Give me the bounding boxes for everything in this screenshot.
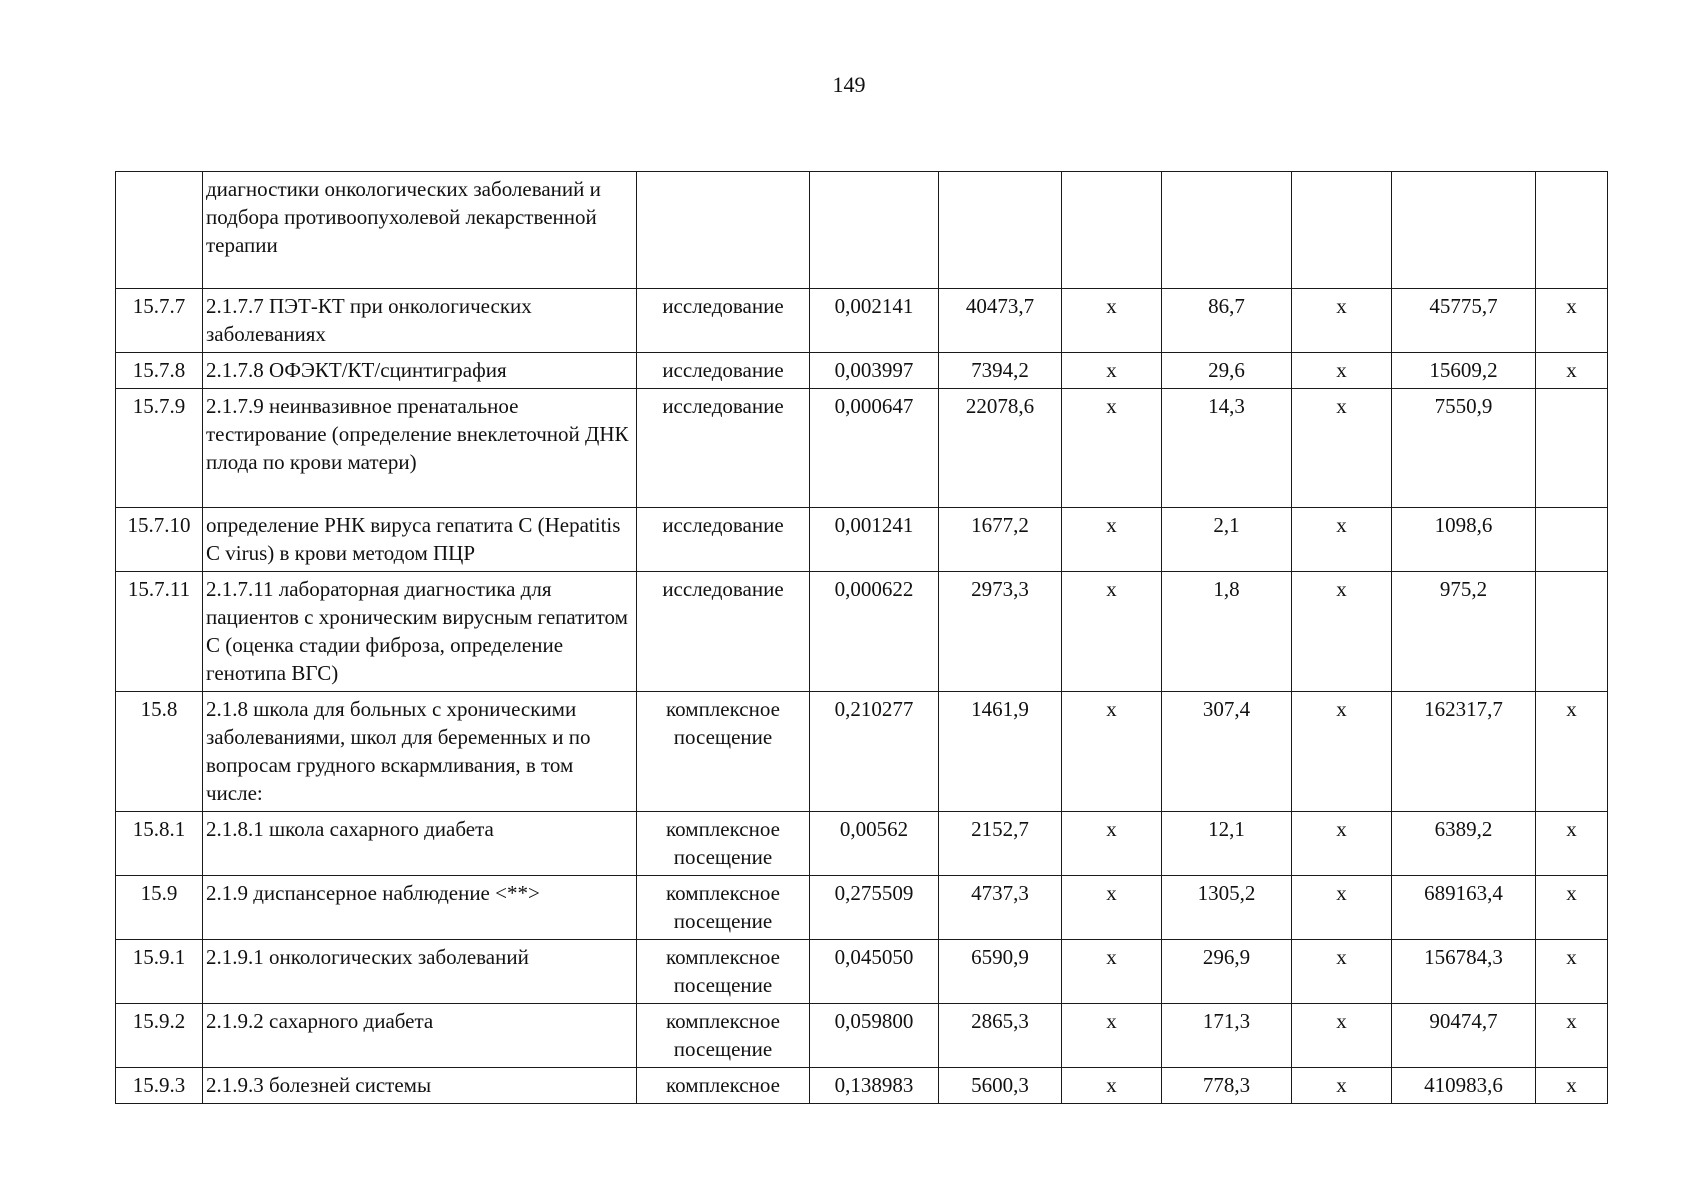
row-value-6: 689163,4 — [1392, 876, 1536, 940]
table-row — [116, 289, 1608, 353]
row-value-2: 2152,7 — [939, 812, 1062, 876]
row-number: 15.7.8 — [116, 353, 203, 389]
row-value-2: 40473,7 — [939, 289, 1062, 353]
table-row — [116, 692, 1608, 812]
row-value-6: 90474,7 — [1392, 1004, 1536, 1068]
table-row — [116, 172, 1608, 289]
row-unit: исследование — [637, 353, 810, 389]
table-row — [116, 508, 1608, 572]
row-value-4 — [1162, 172, 1292, 289]
row-value-1: 0,045050 — [810, 940, 939, 1004]
row-value-7 — [1536, 572, 1608, 692]
row-value-6: 45775,7 — [1392, 289, 1536, 353]
row-value-6: 6389,2 — [1392, 812, 1536, 876]
row-unit: комплексное посещение — [637, 940, 810, 1004]
row-value-2 — [939, 172, 1062, 289]
row-value-3: х — [1062, 1004, 1162, 1068]
row-value-2: 2865,3 — [939, 1004, 1062, 1068]
row-value-7: х — [1536, 1004, 1608, 1068]
row-value-2: 4737,3 — [939, 876, 1062, 940]
row-value-1: 0,002141 — [810, 289, 939, 353]
row-name: 2.1.7.9 неинвазивное пренатальное тестирование (определение внеклеточной ДНК плода по крови матери) — [203, 389, 637, 508]
row-value-1: 0,00562 — [810, 812, 939, 876]
table-row — [116, 353, 1608, 389]
row-name: 2.1.7.7 ПЭТ-КТ при онкологических заболеваниях — [203, 289, 637, 353]
row-value-7 — [1536, 508, 1608, 572]
row-value-7: х — [1536, 812, 1608, 876]
row-number: 15.9 — [116, 876, 203, 940]
row-name: 2.1.7.8 ОФЭКТ/КТ/сцинтиграфия — [203, 353, 637, 389]
table-row — [116, 1068, 1608, 1104]
row-value-7 — [1536, 389, 1608, 508]
row-value-1: 0,001241 — [810, 508, 939, 572]
row-value-7: х — [1536, 1068, 1608, 1104]
row-value-7: х — [1536, 876, 1608, 940]
row-value-3: х — [1062, 289, 1162, 353]
row-value-4: 29,6 — [1162, 353, 1292, 389]
row-number: 15.8 — [116, 692, 203, 812]
row-unit: комплексное посещение — [637, 876, 810, 940]
row-value-3: х — [1062, 508, 1162, 572]
row-name: 2.1.9.1 онкологических заболеваний — [203, 940, 637, 1004]
row-number: 15.7.10 — [116, 508, 203, 572]
table-row — [116, 572, 1608, 692]
row-number: 15.8.1 — [116, 812, 203, 876]
row-value-6: 7550,9 — [1392, 389, 1536, 508]
table-row — [116, 876, 1608, 940]
data-table — [115, 171, 1608, 1104]
row-value-4: 12,1 — [1162, 812, 1292, 876]
row-number: 15.9.2 — [116, 1004, 203, 1068]
row-value-6: 975,2 — [1392, 572, 1536, 692]
row-value-3: х — [1062, 572, 1162, 692]
row-value-1: 0,003997 — [810, 353, 939, 389]
row-name: 2.1.9.2 сахарного диабета — [203, 1004, 637, 1068]
row-unit: исследование — [637, 389, 810, 508]
row-value-1: 0,000647 — [810, 389, 939, 508]
row-name: определение РНК вируса гепатита С (Hepatitis C virus) в крови методом ПЦР — [203, 508, 637, 572]
table-row — [116, 1004, 1608, 1068]
row-value-4: 778,3 — [1162, 1068, 1292, 1104]
row-number: 15.7.9 — [116, 389, 203, 508]
row-value-4: 296,9 — [1162, 940, 1292, 1004]
row-unit: комплексное — [637, 1068, 810, 1104]
row-unit: комплексное посещение — [637, 692, 810, 812]
row-value-4: 1,8 — [1162, 572, 1292, 692]
row-value-4: 171,3 — [1162, 1004, 1292, 1068]
row-value-6: 410983,6 — [1392, 1068, 1536, 1104]
row-value-4: 2,1 — [1162, 508, 1292, 572]
row-value-2: 7394,2 — [939, 353, 1062, 389]
row-value-7: х — [1536, 692, 1608, 812]
row-value-1: 0,000622 — [810, 572, 939, 692]
row-value-4: 14,3 — [1162, 389, 1292, 508]
row-value-2: 5600,3 — [939, 1068, 1062, 1104]
row-value-4: 86,7 — [1162, 289, 1292, 353]
row-number: 15.9.1 — [116, 940, 203, 1004]
row-value-5: х — [1292, 353, 1392, 389]
row-name: 2.1.8 школа для больных с хроническими заболеваниями, школ для беременных и по вопросам грудного вскармливания, в том числе: — [203, 692, 637, 812]
row-number: 15.9.3 — [116, 1068, 203, 1104]
row-value-1: 0,275509 — [810, 876, 939, 940]
row-value-2: 1461,9 — [939, 692, 1062, 812]
table-row — [116, 389, 1608, 508]
row-unit: исследование — [637, 508, 810, 572]
row-value-6 — [1392, 172, 1536, 289]
row-value-5: х — [1292, 508, 1392, 572]
table-row — [116, 940, 1608, 1004]
row-value-7: х — [1536, 289, 1608, 353]
row-value-4: 307,4 — [1162, 692, 1292, 812]
row-value-5: х — [1292, 692, 1392, 812]
row-value-3 — [1062, 172, 1162, 289]
row-value-6: 15609,2 — [1392, 353, 1536, 389]
row-value-3: х — [1062, 876, 1162, 940]
row-value-3: х — [1062, 353, 1162, 389]
row-unit — [637, 172, 810, 289]
row-value-3: х — [1062, 1068, 1162, 1104]
row-value-4: 1305,2 — [1162, 876, 1292, 940]
row-value-7: х — [1536, 940, 1608, 1004]
row-value-5 — [1292, 172, 1392, 289]
row-unit: исследование — [637, 572, 810, 692]
row-unit: комплексное посещение — [637, 1004, 810, 1068]
row-value-5: х — [1292, 572, 1392, 692]
row-name: 2.1.8.1 школа сахарного диабета — [203, 812, 637, 876]
row-value-5: х — [1292, 876, 1392, 940]
row-value-6: 162317,7 — [1392, 692, 1536, 812]
row-value-5: х — [1292, 940, 1392, 1004]
row-value-1: 0,210277 — [810, 692, 939, 812]
row-unit: комплексное посещение — [637, 812, 810, 876]
row-value-3: х — [1062, 812, 1162, 876]
row-value-2: 6590,9 — [939, 940, 1062, 1004]
row-value-3: х — [1062, 692, 1162, 812]
row-value-5: х — [1292, 289, 1392, 353]
row-value-3: х — [1062, 389, 1162, 508]
row-name: диагностики онкологических заболеваний и подбора противоопухолевой лекарственной терапии — [203, 172, 637, 289]
row-value-2: 22078,6 — [939, 389, 1062, 508]
row-value-1 — [810, 172, 939, 289]
page-number: 149 — [832, 72, 866, 97]
row-value-2: 1677,2 — [939, 508, 1062, 572]
row-value-6: 1098,6 — [1392, 508, 1536, 572]
row-value-1: 0,059800 — [810, 1004, 939, 1068]
row-number: 15.7.7 — [116, 289, 203, 353]
row-value-2: 2973,3 — [939, 572, 1062, 692]
row-name: 2.1.7.11 лабораторная диагностика для пациентов с хроническим вирусным гепатитом С (оценка стадии фиброза, определение генотипа ВГС) — [203, 572, 637, 692]
row-value-7: х — [1536, 353, 1608, 389]
row-value-5: х — [1292, 1068, 1392, 1104]
row-value-1: 0,138983 — [810, 1068, 939, 1104]
row-name: 2.1.9 диспансерное наблюдение <**> — [203, 876, 637, 940]
table-row — [116, 812, 1608, 876]
row-value-5: х — [1292, 389, 1392, 508]
row-number — [116, 172, 203, 289]
row-value-7 — [1536, 172, 1608, 289]
row-value-5: х — [1292, 1004, 1392, 1068]
row-value-5: х — [1292, 812, 1392, 876]
row-value-3: х — [1062, 940, 1162, 1004]
row-value-6: 156784,3 — [1392, 940, 1536, 1004]
row-unit: исследование — [637, 289, 810, 353]
row-name: 2.1.9.3 болезней системы — [203, 1068, 637, 1104]
row-number: 15.7.11 — [116, 572, 203, 692]
